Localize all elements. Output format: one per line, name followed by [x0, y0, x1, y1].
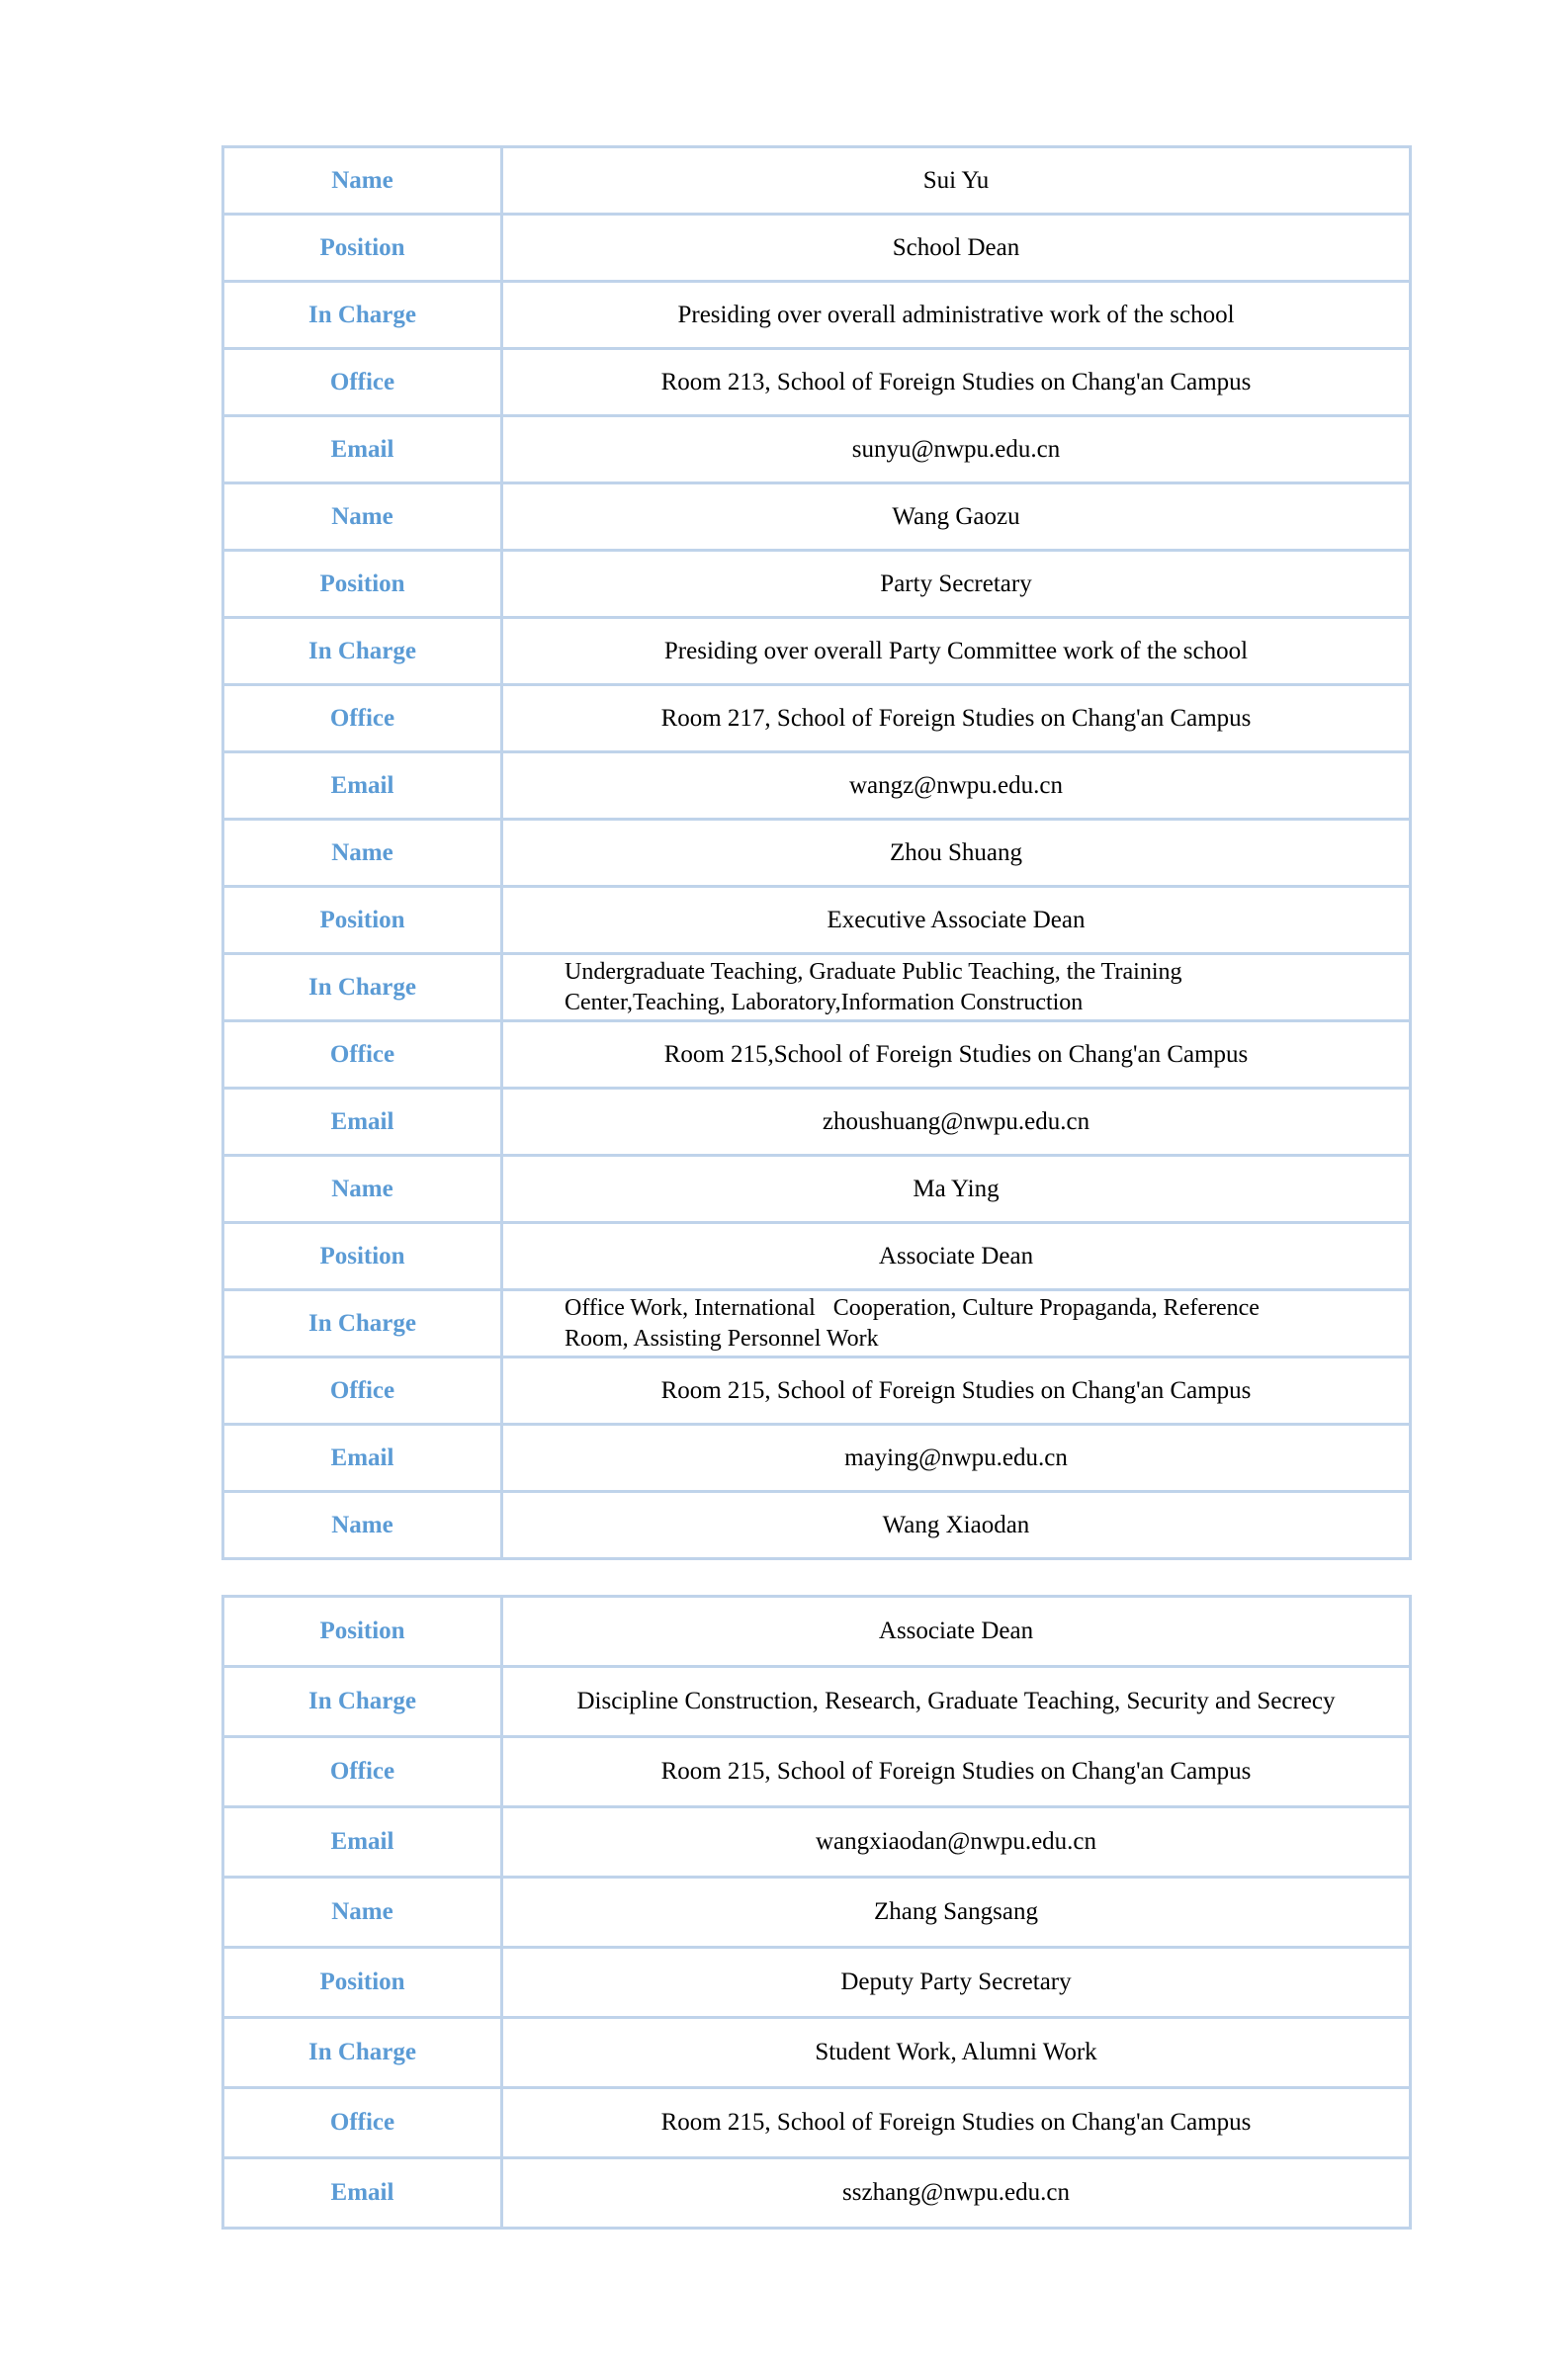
- email-value: zhoushuang@nwpu.edu.cn: [502, 1089, 1411, 1156]
- table-row: [223, 1357, 1411, 1425]
- table-row: [223, 416, 1411, 483]
- table-row: [223, 1597, 1411, 1667]
- table-row: [223, 1021, 1411, 1089]
- table-row: [223, 1223, 1411, 1290]
- office-label: Office: [223, 2088, 502, 2158]
- table-row: [223, 483, 1411, 551]
- table-row: [223, 147, 1411, 215]
- in-charge-label: In Charge: [223, 282, 502, 349]
- in-charge-label: In Charge: [223, 618, 502, 685]
- in-charge-label: In Charge: [223, 1667, 502, 1737]
- email-label: Email: [223, 1807, 502, 1878]
- table-row: [223, 2158, 1411, 2229]
- email-value: wangxiaodan@nwpu.edu.cn: [502, 1807, 1411, 1878]
- email-value: sunyu@nwpu.edu.cn: [502, 416, 1411, 483]
- email-value: sszhang@nwpu.edu.cn: [502, 2158, 1411, 2229]
- email-label: Email: [223, 1089, 502, 1156]
- office-value: Room 215,School of Foreign Studies on Chang'an Campus: [502, 1021, 1411, 1089]
- office-value: Room 217, School of Foreign Studies on Chang'an Campus: [502, 685, 1411, 752]
- email-value: wangz@nwpu.edu.cn: [502, 752, 1411, 820]
- contact-table-2: [221, 1595, 1412, 2230]
- position-label: Position: [223, 887, 502, 954]
- table-row: [223, 1948, 1411, 2018]
- table-row: [223, 1290, 1411, 1357]
- office-value: Room 215, School of Foreign Studies on Chang'an Campus: [502, 1737, 1411, 1807]
- table-row: [223, 752, 1411, 820]
- table-row: [223, 349, 1411, 416]
- table-row: [223, 685, 1411, 752]
- position-label: Position: [223, 215, 502, 282]
- position-value: School Dean: [502, 215, 1411, 282]
- table-row: [223, 954, 1411, 1021]
- table-row: [223, 551, 1411, 618]
- office-label: Office: [223, 349, 502, 416]
- position-value: Deputy Party Secretary: [502, 1948, 1411, 2018]
- in-charge-value: Student Work, Alumni Work: [502, 2018, 1411, 2088]
- table-row: [223, 215, 1411, 282]
- in-charge-value: Presiding over overall Party Committee work of the school: [502, 618, 1411, 685]
- name-value: Zhang Sangsang: [502, 1878, 1411, 1948]
- name-label: Name: [223, 820, 502, 887]
- position-value: Executive Associate Dean: [502, 887, 1411, 954]
- table-row: [223, 282, 1411, 349]
- office-label: Office: [223, 1357, 502, 1425]
- contact-table-body: [223, 1597, 1411, 2229]
- table-row: [223, 1737, 1411, 1807]
- position-label: Position: [223, 551, 502, 618]
- name-value: Ma Ying: [502, 1156, 1411, 1223]
- table-row: [223, 1492, 1411, 1559]
- office-value: Room 215, School of Foreign Studies on Chang'an Campus: [502, 2088, 1411, 2158]
- table-row: [223, 2088, 1411, 2158]
- name-label: Name: [223, 483, 502, 551]
- table-row: [223, 1425, 1411, 1492]
- table-row: [223, 820, 1411, 887]
- in-charge-label: In Charge: [223, 1290, 502, 1357]
- position-value: Party Secretary: [502, 551, 1411, 618]
- in-charge-value: Office Work, International Cooperation, Culture Propaganda, Reference Room, Assisting Personnel Work: [502, 1290, 1411, 1357]
- name-label: Name: [223, 1878, 502, 1948]
- table-row: [223, 2018, 1411, 2088]
- name-label: Name: [223, 1156, 502, 1223]
- in-charge-value: Presiding over overall administrative work of the school: [502, 282, 1411, 349]
- position-label: Position: [223, 1597, 502, 1667]
- email-label: Email: [223, 1425, 502, 1492]
- in-charge-label: In Charge: [223, 954, 502, 1021]
- table-row: [223, 1667, 1411, 1737]
- table-row: [223, 618, 1411, 685]
- name-label: Name: [223, 1492, 502, 1559]
- table-row: [223, 887, 1411, 954]
- table-row: [223, 1156, 1411, 1223]
- name-value: Wang Gaozu: [502, 483, 1411, 551]
- position-value: Associate Dean: [502, 1223, 1411, 1290]
- name-value: Sui Yu: [502, 147, 1411, 215]
- office-label: Office: [223, 1737, 502, 1807]
- name-label: Name: [223, 147, 502, 215]
- email-label: Email: [223, 416, 502, 483]
- position-label: Position: [223, 1223, 502, 1290]
- table-row: [223, 1807, 1411, 1878]
- position-value: Associate Dean: [502, 1597, 1411, 1667]
- email-label: Email: [223, 752, 502, 820]
- office-label: Office: [223, 1021, 502, 1089]
- contact-table-body: [223, 147, 1411, 1559]
- contact-table-1: [221, 145, 1412, 1560]
- email-value: maying@nwpu.edu.cn: [502, 1425, 1411, 1492]
- office-label: Office: [223, 685, 502, 752]
- name-value: Wang Xiaodan: [502, 1492, 1411, 1559]
- in-charge-value: Undergraduate Teaching, Graduate Public Teaching, the Training Center,Teaching, Laboratory,Information Construction: [502, 954, 1411, 1021]
- name-value: Zhou Shuang: [502, 820, 1411, 887]
- office-value: Room 215, School of Foreign Studies on Chang'an Campus: [502, 1357, 1411, 1425]
- in-charge-value: Discipline Construction, Research, Graduate Teaching, Security and Secrecy: [502, 1667, 1411, 1737]
- position-label: Position: [223, 1948, 502, 2018]
- in-charge-label: In Charge: [223, 2018, 502, 2088]
- email-label: Email: [223, 2158, 502, 2229]
- office-value: Room 213, School of Foreign Studies on Chang'an Campus: [502, 349, 1411, 416]
- table-row: [223, 1089, 1411, 1156]
- table-row: [223, 1878, 1411, 1948]
